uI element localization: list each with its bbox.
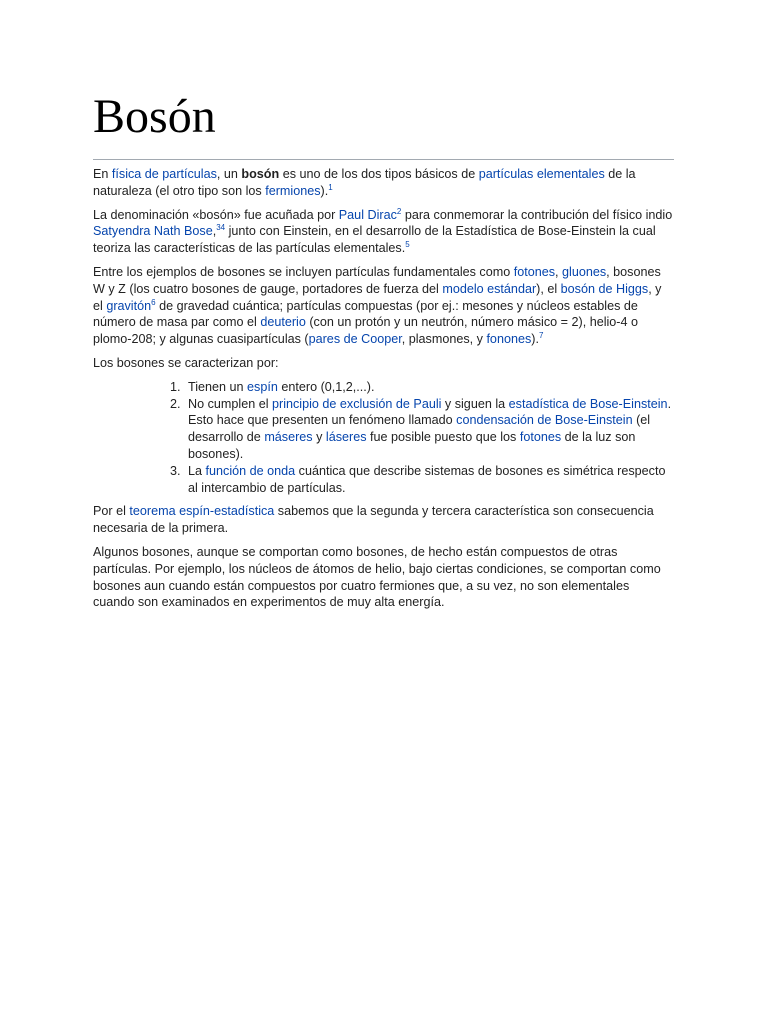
reference-3-4[interactable]: 34 <box>216 223 226 233</box>
link-deuterio[interactable]: deuterio <box>260 315 306 330</box>
link-particulas-elementales[interactable]: partículas elementales <box>478 167 605 181</box>
page-title: Bosón <box>93 90 216 143</box>
link-estadistica-de-bose-einstein[interactable]: estadística de Bose-Einstein <box>508 396 668 411</box>
text: cuántica que describe sistemas de bosones es simétrica respecto al intercambio de partículas. <box>188 463 666 495</box>
text: es uno de los dos tipos básicos de <box>279 167 479 181</box>
text: , y el <box>93 281 662 313</box>
characteristics-list <box>93 379 674 497</box>
text: Por el <box>93 504 130 519</box>
list-item <box>184 396 674 463</box>
text: (con un protón y un neutrón, número másico = 2), helio-4 o plomo-208; y algunas cuasipartículas ( <box>93 315 639 347</box>
link-condensacion-de-bose-einstein[interactable]: condensación de Bose-Einstein <box>456 413 633 428</box>
text: sabemos que la segunda y tercera característica son consecuencia necesaria de la primera. <box>93 504 654 536</box>
text: La <box>188 463 206 478</box>
text: (el desarrollo de <box>188 413 651 445</box>
link-gluones[interactable]: gluones <box>562 264 607 279</box>
text: , plasmones, y <box>401 332 487 347</box>
reference-1[interactable]: 1 <box>328 182 333 192</box>
text: No cumplen el <box>188 396 272 411</box>
link-fotones-2[interactable]: fotones <box>519 430 562 445</box>
bold-term-boson: bosón <box>241 167 280 181</box>
list-item <box>184 463 674 497</box>
link-satyendra-nath-bose[interactable]: Satyendra Nath Bose <box>93 224 213 239</box>
text: ). <box>320 183 329 198</box>
link-maseres[interactable]: máseres <box>264 430 313 445</box>
text: fue posible puesto que los <box>366 430 520 445</box>
link-funcion-de-onda[interactable]: función de onda <box>205 463 296 478</box>
paragraph-teorema <box>93 503 674 537</box>
link-fisica-de-particulas[interactable]: física de partículas <box>111 167 217 181</box>
text: Entre los ejemplos de bosones se incluyen partículas fundamentales como <box>93 264 514 279</box>
link-boson-de-higgs[interactable]: bosón de Higgs <box>560 281 649 296</box>
text: , bosones W y Z (los cuatro bosones de gauge, portadores de fuerza del <box>93 264 661 296</box>
link-espin[interactable]: espín <box>247 379 278 394</box>
list-item <box>184 379 674 396</box>
text: , un <box>216 167 242 181</box>
link-laseres[interactable]: láseres <box>325 430 367 445</box>
link-fonones[interactable]: fonones <box>486 332 532 347</box>
reference-6[interactable]: 6 <box>151 297 156 307</box>
text: entero (0,1,2,...). <box>277 379 375 394</box>
text: junto con Einstein, en el desarrollo de la Estadística de Bose-Einstein la cual teoriza las características de las partículas elementales. <box>93 224 656 256</box>
text: de la naturaleza (el otro tipo son los <box>93 167 636 198</box>
link-pares-de-cooper[interactable]: pares de Cooper <box>308 332 402 347</box>
text: La denominación «bosón» fue acuñada por <box>93 207 339 222</box>
text: y siguen la <box>441 396 509 411</box>
link-teorema-espin-estadistica[interactable]: teorema espín-estadística <box>129 504 275 519</box>
text: , <box>555 264 563 279</box>
text: de la luz son bosones). <box>188 430 636 461</box>
text: y <box>312 430 326 445</box>
paragraph-compuestos: Algunos bosones, aunque se comportan como bosones, de hecho están compuestos de otras partículas. Por ejemplo, los núcleos de átomos de helio, bajo ciertas condiciones, se comportan como bosones aun cuando están compuestos por cuatro fermiones que, a su vez, no son elementales cuando son examinados en experimentos de muy alta energía. <box>93 544 661 610</box>
title-divider <box>93 159 674 160</box>
link-graviton[interactable]: gravitón <box>106 298 152 313</box>
paragraph-denominacion <box>93 207 674 257</box>
reference-2[interactable]: 2 <box>396 206 402 216</box>
text: Tienen un <box>188 379 248 394</box>
link-principio-de-exclusion-de-pauli[interactable]: principio de exclusión de Pauli <box>272 396 442 411</box>
text: En <box>93 167 112 181</box>
paragraph-caracterizan: Los bosones se caracterizan por: <box>93 355 279 370</box>
reference-7[interactable]: 7 <box>538 330 544 340</box>
link-fermiones[interactable]: fermiones <box>265 183 321 198</box>
text: . Esto hace que presenten un fenómeno llamado <box>188 396 672 428</box>
text: ). <box>531 332 539 347</box>
paragraph-ejemplos <box>93 264 674 348</box>
link-modelo-estandar[interactable]: modelo estándar <box>442 281 537 296</box>
text: , <box>212 224 217 239</box>
text: para conmemorar la contribución del físico indio <box>401 207 673 222</box>
paragraph-intro <box>93 166 674 200</box>
link-fotones[interactable]: fotones <box>513 264 556 279</box>
article <box>93 86 674 618</box>
text: de gravedad cuántica; partículas compuestas (por ej.: mesones y núcleos estables de número de masa par como el <box>93 298 638 330</box>
link-paul-dirac[interactable]: Paul Dirac <box>338 207 397 222</box>
reference-5[interactable]: 5 <box>405 240 410 249</box>
text: ), el <box>536 281 561 296</box>
